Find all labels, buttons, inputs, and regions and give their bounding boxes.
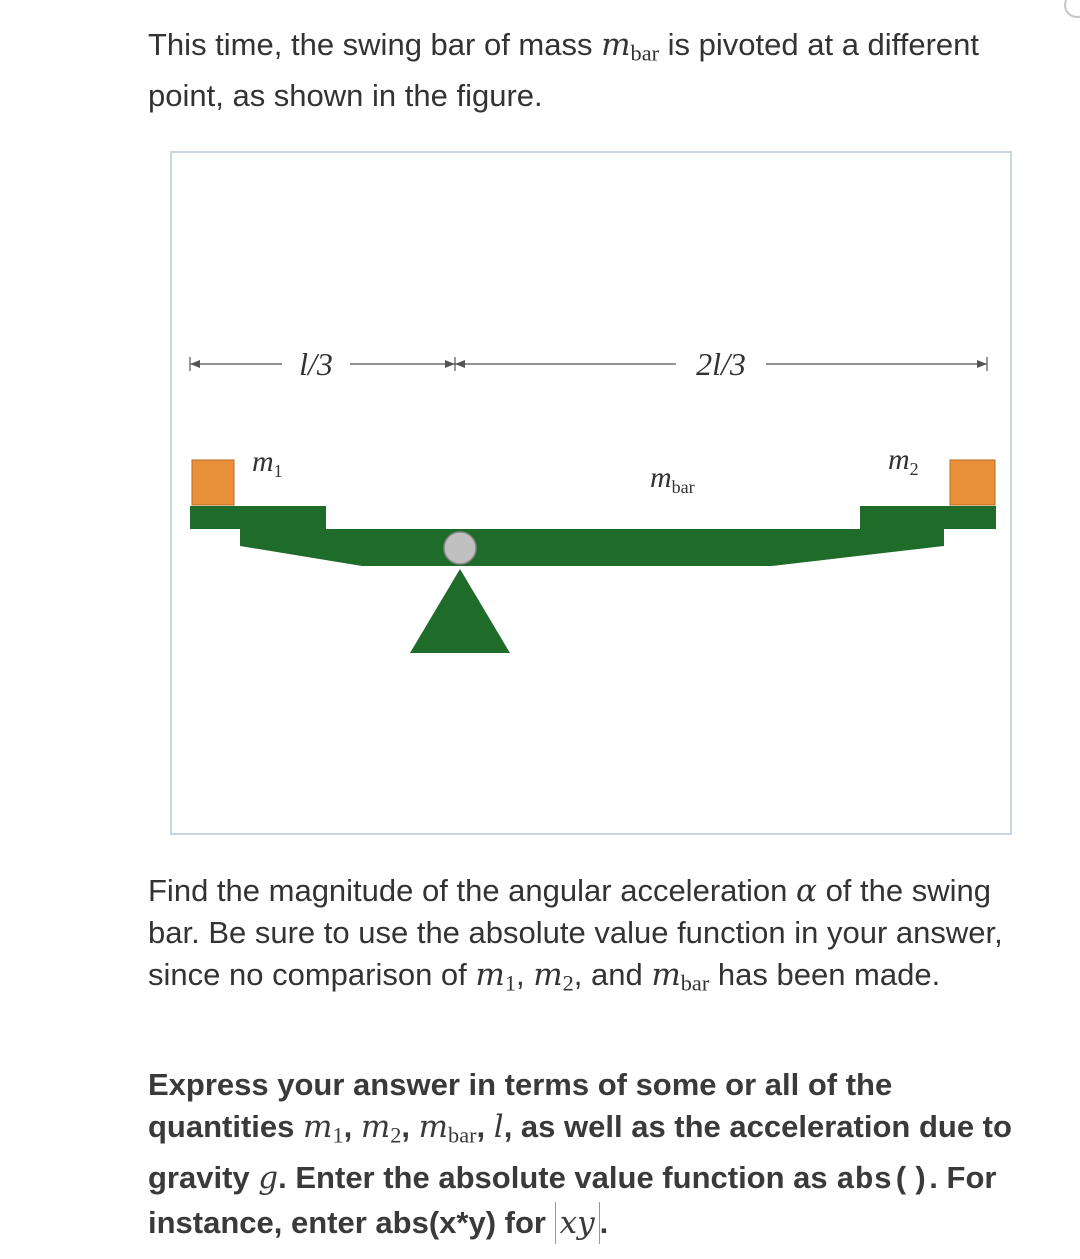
intro-text-2: is pivoted at a different point, as shown in the figure. (148, 27, 980, 113)
instructions-text-3: . Enter the absolute value function as (278, 1159, 828, 1195)
instructions-text-4: . For instance, enter abs(x*y) for (148, 1159, 997, 1240)
intro-paragraph (148, 24, 1018, 117)
l-symbol: l (493, 1109, 504, 1145)
g-symbol: g (258, 1159, 279, 1196)
fulcrum-triangle (410, 569, 510, 653)
arrow-left (190, 360, 200, 368)
question-text-3: has been made. (717, 957, 941, 992)
seesaw-diagram (172, 153, 1010, 833)
bar-right-end (860, 506, 996, 529)
intro-text-1: This time, the swing bar of mass (148, 27, 593, 62)
question-text-2: of the swing bar. Be sure to use the absolute value function in your answer, since no comparison of (148, 873, 1003, 992)
question-text-1: Find the magnitude of the angular acceleration (148, 873, 788, 908)
scroll-edge-indicator (1064, 0, 1080, 18)
abs-xy-expression: xy (555, 1202, 600, 1244)
m2-symbol: $m_2$ (533, 957, 574, 996)
question-paragraph: Find the magnitude of the angular acceleration α of the swing bar. Be sure to use the absolute value function in your answer, since no comparison of $m_1$, $m_2$, and $m_{bar}$ has been made. (148, 873, 1003, 996)
pivot-circle (444, 532, 476, 564)
instructions-text-2: , as well as the acceleration due to gravity (148, 1109, 1012, 1195)
mbar-symbol: $m_{bar}$ (601, 27, 660, 66)
mass-m2 (950, 460, 995, 505)
m1-symbol: $m_1$ (475, 957, 516, 996)
label-m2: $m_2$ (888, 443, 919, 479)
arrow-pivot-right (455, 360, 465, 368)
arrow-pivot-left (445, 360, 455, 368)
label-l-over-3: l/3 (299, 346, 333, 382)
abs-code: abs() (836, 1162, 930, 1198)
instructions-text-1: Express your answer in terms of some or all of the quantities (148, 1067, 893, 1144)
label-mbar: $m_{bar}$ (650, 461, 695, 497)
mbar-symbol-2: $m_{bar}$ (651, 957, 710, 996)
mbar-symbol-3: $m_{bar}$ (418, 1109, 477, 1148)
instructions-paragraph: Express your answer in terms of some or all of the quantities $m_1$, $m_2$, $m_{bar}$, l, as well as the acceleration due to gravity g. Enter the absolute value function as abs(). For instance, enter abs(x*y) for xy . (148, 1064, 1018, 1244)
bar-body (240, 529, 944, 566)
m1-symbol-2: $m_1$ (303, 1109, 344, 1148)
mass-m1 (192, 460, 234, 505)
label-m1: $m_1$ (252, 445, 283, 481)
label-2l-over-3: 2l/3 (696, 346, 746, 382)
m2-symbol-2: $m_2$ (360, 1109, 402, 1148)
arrow-right (977, 360, 987, 368)
alpha-symbol: α (796, 873, 817, 909)
bar-left-end (190, 506, 326, 529)
seesaw-figure (170, 151, 1012, 835)
